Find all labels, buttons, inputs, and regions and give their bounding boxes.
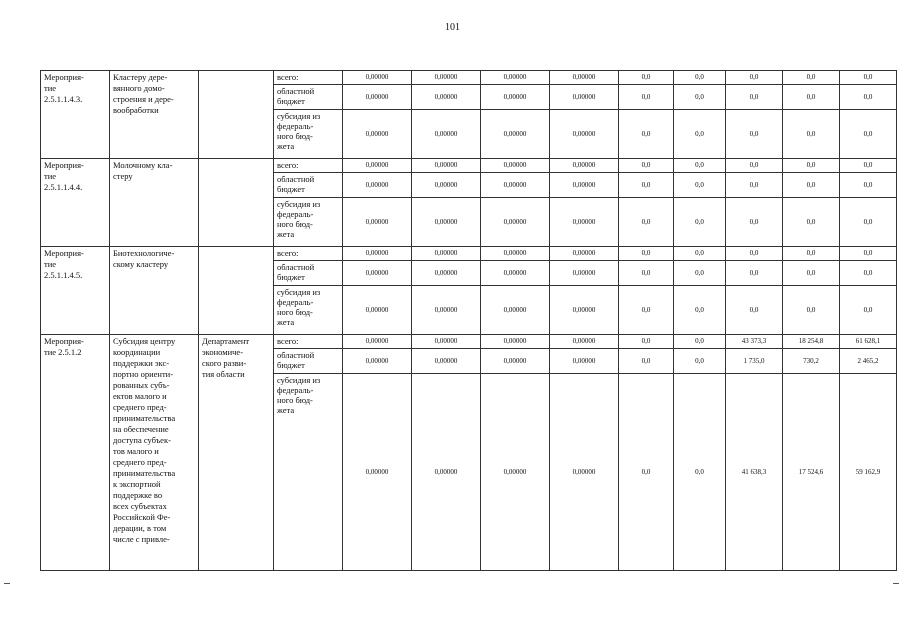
amount-cell: 0,0 <box>783 261 840 286</box>
amount-cell: 0,00000 <box>343 85 412 110</box>
amount-cell: 0,00000 <box>481 261 550 286</box>
funding-source-cell <box>274 85 343 110</box>
funding-source: всего: <box>277 336 299 346</box>
amount-cell: 0,0 <box>840 159 897 173</box>
amount-cell: 0,0 <box>840 85 897 110</box>
amount-cell: 0,00000 <box>343 159 412 173</box>
amount-cell: 0,00000 <box>343 374 412 571</box>
amount-cell: 2 465,2 <box>840 349 897 374</box>
funding-source-cell <box>274 247 343 261</box>
funding-source: субсидия из федераль- ного бюд- жета <box>277 287 321 327</box>
amount-cell: 0,0 <box>619 247 674 261</box>
amount-cell: 0,00000 <box>550 159 619 173</box>
amount-cell: 0,0 <box>840 71 897 85</box>
amount-cell: 0,0 <box>726 173 783 198</box>
amount-cell: 0,0 <box>619 71 674 85</box>
page-number: 101 <box>445 22 460 33</box>
amount-cell: 0,00000 <box>412 374 481 571</box>
amount-cell: 61 628,1 <box>840 335 897 349</box>
funding-source: областной бюджет <box>277 174 315 194</box>
amount-cell: 0,0 <box>783 71 840 85</box>
table-row <box>41 247 897 261</box>
amount-cell: 0,00000 <box>481 173 550 198</box>
measure-code: Мероприя- тие 2.5.1.1.4.5. <box>44 248 84 280</box>
funding-source-cell <box>274 159 343 173</box>
amount-cell: 0,00000 <box>412 159 481 173</box>
amount-cell: 0,00000 <box>550 374 619 571</box>
amount-cell: 0,00000 <box>550 173 619 198</box>
funding-source-cell <box>274 71 343 85</box>
funding-source-cell <box>274 335 343 349</box>
amount-cell: 0,00000 <box>412 71 481 85</box>
amount-cell: 0,0 <box>674 335 726 349</box>
amount-cell: 0,0 <box>840 198 897 247</box>
amount-cell: 0,00000 <box>481 71 550 85</box>
funding-source: всего: <box>277 160 299 170</box>
amount-cell: 41 638,3 <box>726 374 783 571</box>
amount-cell: 0,00000 <box>550 71 619 85</box>
amount-cell: 0,00000 <box>481 335 550 349</box>
amount-cell: 0,0 <box>619 159 674 173</box>
amount-cell: 0,00000 <box>550 349 619 374</box>
funding-source: субсидия из федераль- ного бюд- жета <box>277 375 321 415</box>
amount-cell: 0,0 <box>674 110 726 159</box>
table-row <box>41 71 897 85</box>
amount-cell: 0,0 <box>726 85 783 110</box>
measure-title: Биотехнологиче- скому кластеру <box>113 248 175 269</box>
measure-title-cell <box>110 247 199 335</box>
amount-cell: 0,00000 <box>550 261 619 286</box>
amount-cell: 0,0 <box>619 198 674 247</box>
amount-cell: 0,00000 <box>412 85 481 110</box>
funding-source: областной бюджет <box>277 350 315 370</box>
measure-title-cell <box>110 159 199 247</box>
amount-cell: 0,0 <box>726 198 783 247</box>
amount-cell: 0,00000 <box>343 173 412 198</box>
funding-source-cell <box>274 110 343 159</box>
amount-cell: 0,00000 <box>481 349 550 374</box>
amount-cell: 0,0 <box>726 247 783 261</box>
measure-code-cell <box>41 247 110 335</box>
funding-source-cell <box>274 286 343 335</box>
funding-source-cell <box>274 261 343 286</box>
amount-cell: 0,0 <box>783 85 840 110</box>
amount-cell: 0,00000 <box>481 247 550 261</box>
amount-cell: 43 373,3 <box>726 335 783 349</box>
budget-table-container <box>40 70 897 571</box>
amount-cell: 1 735,0 <box>726 349 783 374</box>
amount-cell: 17 524,6 <box>783 374 840 571</box>
amount-cell: 0,0 <box>619 261 674 286</box>
amount-cell: 0,0 <box>840 173 897 198</box>
funding-source: областной бюджет <box>277 262 315 282</box>
amount-cell: 0,0 <box>726 286 783 335</box>
measure-code-cell <box>41 71 110 159</box>
amount-cell: 0,00000 <box>343 247 412 261</box>
table-row <box>41 159 897 173</box>
amount-cell: 0,0 <box>619 374 674 571</box>
amount-cell: 0,00000 <box>343 349 412 374</box>
amount-cell: 0,00000 <box>412 110 481 159</box>
measure-executor: Департамент экономиче- ского разви- тия области <box>202 336 250 379</box>
funding-source-cell <box>274 349 343 374</box>
amount-cell: 0,0 <box>674 247 726 261</box>
amount-cell: 0,0 <box>619 335 674 349</box>
measure-title-cell <box>110 335 199 571</box>
amount-cell: 0,00000 <box>412 247 481 261</box>
funding-source: всего: <box>277 248 299 258</box>
funding-source-cell <box>274 374 343 571</box>
amount-cell: 0,00000 <box>412 198 481 247</box>
measure-title: Кластеру дере- вянного домо- строения и дере- вообработки <box>113 72 174 115</box>
amount-cell: 0,00000 <box>343 198 412 247</box>
margin-mark-left <box>4 583 10 584</box>
amount-cell: 0,0 <box>674 159 726 173</box>
funding-source: всего: <box>277 72 299 82</box>
amount-cell: 0,0 <box>840 110 897 159</box>
amount-cell: 0,00000 <box>550 110 619 159</box>
amount-cell: 0,0 <box>674 349 726 374</box>
measure-code: Мероприя- тие 2.5.1.2 <box>44 336 84 357</box>
amount-cell: 0,00000 <box>481 110 550 159</box>
amount-cell: 0,00000 <box>343 286 412 335</box>
amount-cell: 0,00000 <box>550 335 619 349</box>
amount-cell: 0,0 <box>783 110 840 159</box>
funding-source: субсидия из федераль- ного бюд- жета <box>277 111 321 151</box>
amount-cell: 0,0 <box>783 173 840 198</box>
amount-cell: 0,0 <box>619 173 674 198</box>
amount-cell: 0,00000 <box>481 286 550 335</box>
budget-table <box>40 70 897 571</box>
amount-cell: 0,0 <box>619 286 674 335</box>
amount-cell: 0,00000 <box>550 198 619 247</box>
amount-cell: 0,0 <box>674 198 726 247</box>
amount-cell: 0,00000 <box>412 173 481 198</box>
amount-cell: 730,2 <box>783 349 840 374</box>
amount-cell: 18 254,8 <box>783 335 840 349</box>
amount-cell: 0,0 <box>840 261 897 286</box>
amount-cell: 59 162,9 <box>840 374 897 571</box>
amount-cell: 0,00000 <box>412 349 481 374</box>
amount-cell: 0,0 <box>726 261 783 286</box>
measure-code-cell <box>41 335 110 571</box>
funding-source-cell <box>274 198 343 247</box>
amount-cell: 0,00000 <box>412 261 481 286</box>
amount-cell: 0,00000 <box>412 286 481 335</box>
amount-cell: 0,0 <box>783 247 840 261</box>
measure-executor-cell <box>199 247 274 335</box>
measure-code-cell <box>41 159 110 247</box>
amount-cell: 0,00000 <box>343 110 412 159</box>
amount-cell: 0,0 <box>674 261 726 286</box>
amount-cell: 0,00000 <box>481 85 550 110</box>
amount-cell: 0,00000 <box>550 247 619 261</box>
table-body <box>41 71 897 571</box>
amount-cell: 0,00000 <box>550 85 619 110</box>
amount-cell: 0,0 <box>726 159 783 173</box>
amount-cell: 0,00000 <box>343 71 412 85</box>
amount-cell: 0,0 <box>840 247 897 261</box>
amount-cell: 0,0 <box>674 71 726 85</box>
amount-cell: 0,0 <box>674 173 726 198</box>
table-row <box>41 335 897 349</box>
measure-executor-cell <box>199 71 274 159</box>
amount-cell: 0,0 <box>726 71 783 85</box>
amount-cell: 0,0 <box>619 85 674 110</box>
funding-source: субсидия из федераль- ного бюд- жета <box>277 199 321 239</box>
amount-cell: 0,00000 <box>481 198 550 247</box>
amount-cell: 0,0 <box>783 159 840 173</box>
amount-cell: 0,00000 <box>550 286 619 335</box>
measure-code: Мероприя- тие 2.5.1.1.4.3. <box>44 72 84 104</box>
measure-executor-cell <box>199 335 274 571</box>
amount-cell: 0,0 <box>674 286 726 335</box>
amount-cell: 0,0 <box>783 198 840 247</box>
amount-cell: 0,00000 <box>343 335 412 349</box>
measure-title-cell <box>110 71 199 159</box>
funding-source-cell <box>274 173 343 198</box>
amount-cell: 0,0 <box>674 85 726 110</box>
amount-cell: 0,0 <box>783 286 840 335</box>
margin-mark-right <box>893 583 899 584</box>
amount-cell: 0,0 <box>674 374 726 571</box>
measure-executor-cell <box>199 159 274 247</box>
measure-title: Субсидия центру координации поддержки экс- портно ориенти- рованных субъ- ектов малого и среднего пред- принимательства на обеспечение доступа субъек- тов малого и среднего пред- принимательства к экспортной поддержке во всех субъектах Российской Фе- дерации, в том числе с привле- <box>113 336 176 544</box>
funding-source: областной бюджет <box>277 86 315 106</box>
measure-title: Молочному кла- стеру <box>113 160 173 181</box>
amount-cell: 0,0 <box>840 286 897 335</box>
amount-cell: 0,0 <box>726 110 783 159</box>
amount-cell: 0,0 <box>619 349 674 374</box>
amount-cell: 0,00000 <box>412 335 481 349</box>
measure-code: Мероприя- тие 2.5.1.1.4.4. <box>44 160 84 192</box>
amount-cell: 0,00000 <box>481 374 550 571</box>
amount-cell: 0,0 <box>619 110 674 159</box>
amount-cell: 0,00000 <box>481 159 550 173</box>
amount-cell: 0,00000 <box>343 261 412 286</box>
